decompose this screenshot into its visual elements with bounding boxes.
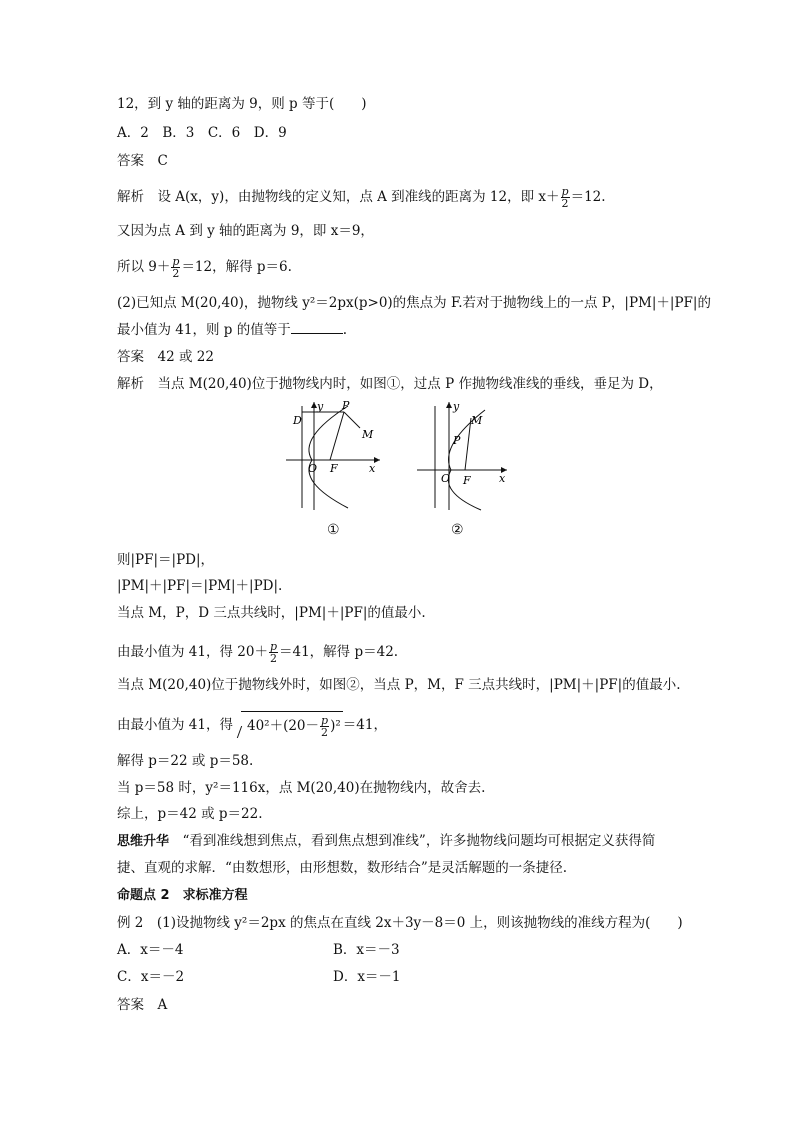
choice-b: B．x＝－3 xyxy=(333,942,400,958)
problem-text-line: (2)已知点 M(20,40)，抛物线 y²＝2px(p>0)的焦点为 F.若对于抛物线上的一点 P，|PM|＋|PF|的 xyxy=(117,295,711,311)
summary-heading: 思维升华 xyxy=(117,834,170,849)
solution-line: 所以 9＋ $\frac{p}{2}$ ＝12，解得 p＝6. xyxy=(117,255,292,280)
axis-label-x: x xyxy=(369,462,376,475)
solution-line: 综上，p＝42 或 p＝22. xyxy=(117,806,263,822)
solution-line: |PM|＋|PF|＝|PM|＋|PD|. xyxy=(117,578,283,594)
solution-line: 又因为点 A 到 y 轴的距离为 9，即 x＝9， xyxy=(117,223,374,239)
answer-line: 答案 C xyxy=(117,153,168,169)
parabola-figure-1 xyxy=(278,398,388,513)
square-root-expression: 40²＋(20－ $\frac{p}{2}$ )² xyxy=(241,711,343,740)
fraction-p-over-2: $\frac{p}{2}$ xyxy=(269,640,277,665)
point-p-label: P xyxy=(453,434,461,447)
solution-line: 由最小值为 41，得 20＋ $\frac{p}{2}$ ＝41，解得 p＝42. xyxy=(117,640,399,665)
section-heading: 命题点 2 求标准方程 xyxy=(117,888,248,903)
fraction-p-over-2: $\frac{p}{2}$ xyxy=(172,255,180,280)
point-m-label: M xyxy=(362,428,374,441)
figure-2-caption: ② xyxy=(451,522,464,538)
fraction-p-over-2: $\frac{p}{2}$ xyxy=(321,714,329,739)
solution-line: 当点 M(20,40)位于抛物线外时，如图②，当点 P，M，F 三点共线时，|PM|＋|PF|的值最小. xyxy=(117,677,681,693)
solution-line: 当点 M，P，D 三点共线时，|PM|＋|PF|的值最小. xyxy=(117,605,426,621)
solution-line: 则|PF|＝|PD|， xyxy=(117,552,215,568)
example-line: 例 2 (1)设抛物线 y²＝2px 的焦点在直线 2x＋3y－8＝0 上，则该抛物线的准线方程为( ) xyxy=(117,915,683,931)
origin-label: O xyxy=(441,472,451,485)
choice-a: A．x＝－4 xyxy=(117,942,184,958)
axis-label-y: y xyxy=(317,400,324,413)
solution-line: 解析 当点 M(20,40)位于抛物线内时，如图①，过点 P 作抛物线准线的垂线，垂足为 D， xyxy=(117,376,663,392)
point-m-label: M xyxy=(471,414,483,427)
focus-label: F xyxy=(463,474,471,487)
focus-label: F xyxy=(330,462,338,475)
answer-line: 答案 42 或 22 xyxy=(117,349,214,365)
axis-label-y: y xyxy=(453,400,460,413)
answer-line: 答案 A xyxy=(117,997,168,1013)
point-p-label: P xyxy=(342,399,350,412)
answer-blank xyxy=(291,321,343,334)
problem-text-line: 最小值为 41，则 p 的值等于 . xyxy=(117,322,347,338)
solution-line: 解析 设 A(x，y)，由抛物线的定义知，点 A 到准线的距离为 12，即 x＋ $\frac{p}{2}$ ＝12. xyxy=(117,185,606,210)
origin-label: O xyxy=(308,462,318,475)
figure-1-caption: ① xyxy=(327,522,340,538)
solution-line: 由最小值为 41，得 40²＋(20－ $\frac{p}{2}$ )² ＝41， xyxy=(117,711,387,740)
choices-line: A．2 B．3 C．6 D．9 xyxy=(117,125,287,141)
choice-c: C．x＝－2 xyxy=(117,969,185,985)
solution-line: 解得 p＝22 或 p＝58. xyxy=(117,753,254,769)
point-d-label: D xyxy=(293,414,302,427)
summary-line: 思维升华 “看到准线想到焦点，看到焦点想到准线”，许多抛物线问题均可根据定义获得简 xyxy=(117,833,656,849)
axis-label-x: x xyxy=(499,472,506,485)
problem-text-line: 12，到 y 轴的距离为 9，则 p 等于( ) xyxy=(117,96,367,112)
choice-d: D．x＝－1 xyxy=(333,969,401,985)
summary-line: 捷、直观的求解．“由数想形，由形想数，数形结合”是灵活解题的一条捷径. xyxy=(117,860,568,876)
solution-line: 当 p＝58 时，y²＝116x，点 M(20,40)在抛物线内，故舍去. xyxy=(117,780,486,796)
fraction-p-over-2: $\frac{p}{2}$ xyxy=(561,185,569,210)
parabola-figure-2 xyxy=(413,398,513,513)
